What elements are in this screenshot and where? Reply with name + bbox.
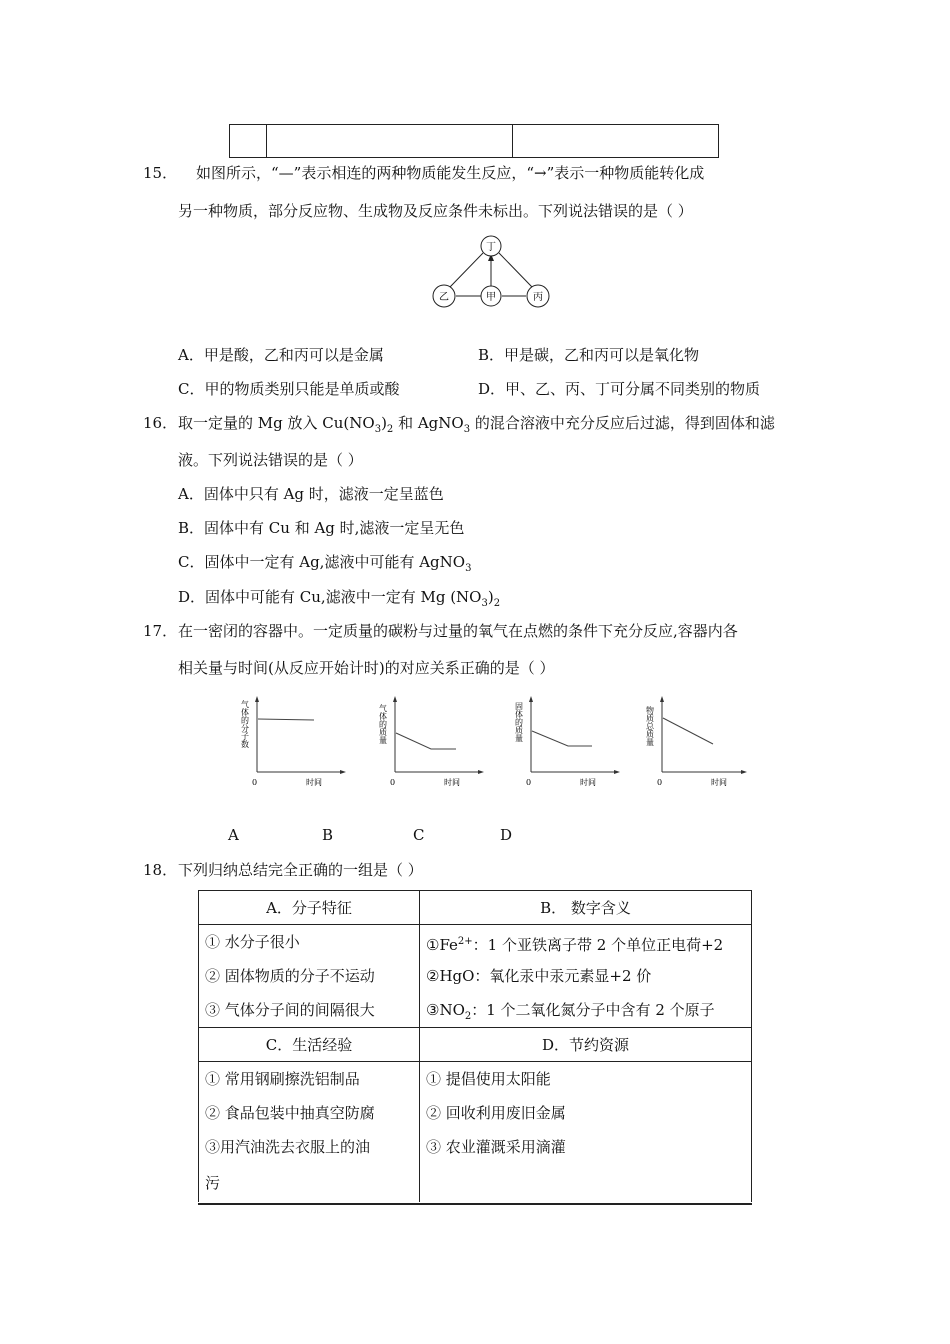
q15-line2: 另一种物质，部分反应物、生成物及反应条件未标出。下列说法错误的是（ ） [178, 202, 693, 220]
q16-line2: 液。下列说法错误的是（ ） [178, 451, 363, 469]
q17-line2: 相关量与时间(从反应开始计时)的对应关系正确的是（ ） [178, 659, 555, 677]
graph-d-xlabel: 时间 [711, 778, 727, 787]
b-item-3: $③NO_2$：1 个二氧化氮分子中含有 2 个原子 [426, 1001, 715, 1022]
q15-line1: 如图所示，“—”表示相连的两种物质能发生反应，“→”表示一种物质能转化成 [196, 164, 705, 182]
a-item-3: ③ 气体分子间的间隔很大 [205, 1001, 375, 1019]
graph-a-origin: 0 [252, 778, 258, 787]
graph-d-ylabel: 物质总质量 [645, 706, 655, 746]
cell-b-title: B． 数字含义 [420, 891, 752, 925]
q15-reaction-diagram [428, 232, 554, 312]
q17-letter-d: D [500, 826, 513, 844]
cell-a-title: A．分子特征 [199, 891, 420, 925]
q16-option-c: C．固体中一定有 Ag,滤液中可能有 AgNO$_3$ [178, 553, 472, 574]
q17-number: 17． [143, 622, 178, 640]
cell-c-title: C．生活经验 [199, 1028, 420, 1062]
c-item-1: ① 常用钢刷擦洗铝制品 [205, 1070, 360, 1088]
graph-c-origin: 0 [526, 778, 532, 787]
cell-d-title: D．节约资源 [420, 1028, 752, 1062]
cell-b-items [420, 925, 752, 1028]
q17-graph-a [238, 692, 348, 792]
node-yi: 乙 [439, 292, 449, 303]
table-bottom-border [198, 1203, 752, 1205]
q15-option-c: C．甲的物质类别只能是单质或酸 [178, 380, 400, 398]
q15-option-d: D．甲、乙、丙、丁可分属不同类别的物质 [478, 380, 761, 398]
q16-option-a: A．固体中只有 Ag 时，滤液一定呈蓝色 [178, 485, 444, 503]
graph-b-ylabel: 气体的质量 [378, 704, 388, 744]
b-item-1: $①Fe^{2+}$：1 个亚铁离子带 2 个单位正电荷+2 [426, 936, 724, 954]
q15-option-a: A．甲是酸，乙和丙可以是金属 [178, 346, 384, 364]
node-bing: 丙 [533, 292, 543, 303]
c-item-3-cont: 污 [205, 1174, 221, 1192]
c-item-3: ③用汽油洗去衣服上的油 [205, 1138, 371, 1156]
graph-b-origin: 0 [390, 778, 396, 787]
d-item-3: ③ 农业灌溉采用滴灌 [426, 1138, 566, 1156]
graph-a-xlabel: 时间 [306, 778, 322, 787]
b-item-2: ②HgO：氧化汞中汞元素显+2 价 [426, 967, 652, 985]
graph-d-curve [663, 718, 713, 744]
graph-a-curve [258, 719, 314, 720]
table-divider [512, 125, 513, 157]
q15-option-b: B．甲是碳，乙和丙可以是氧化物 [478, 346, 700, 364]
cell-d-items [420, 1062, 752, 1203]
q18-number: 18． [143, 861, 178, 879]
d-item-2: ② 回收利用废旧金属 [426, 1104, 566, 1122]
cell-c-items [199, 1062, 420, 1203]
q15-number: 15． [143, 164, 178, 182]
q17-graph-c [512, 692, 622, 792]
q16-line1: 取一定量的 Mg 放入 $Cu(NO_3)_2$ 和 AgNO$_3$ 的混合溶液中充分反应后过滤，得到固体和滤 [178, 414, 775, 435]
q17-letter-c: C [413, 826, 425, 844]
graph-a-ylabel: 气体的分子数 [240, 700, 250, 748]
q17-line1: 在一密闭的容器中。一定质量的碳粉与过量的氧气在点燃的条件下充分反应,容器内各 [178, 622, 738, 640]
graph-c-xlabel: 时间 [580, 778, 596, 787]
q17-letter-b: B [322, 826, 334, 844]
d-item-1: ① 提倡使用太阳能 [426, 1070, 551, 1088]
q16-option-d: D．固体中可能有 Cu,滤液中一定有 Mg $(NO_3)_2$ [178, 588, 501, 609]
graph-b-curve [396, 733, 456, 749]
q18-summary-table [198, 890, 752, 1202]
graph-d-origin: 0 [657, 778, 663, 787]
q16-option-b: B．固体中有 Cu 和 Ag 时,滤液一定呈无色 [178, 519, 465, 537]
a-item-2: ② 固体物质的分子不运动 [205, 967, 375, 985]
cell-a-items [199, 925, 420, 1028]
a-item-1: ① 水分子很小 [205, 933, 300, 951]
q17-graph-d [643, 692, 753, 792]
node-ding: 丁 [486, 242, 496, 253]
previous-table-fragment [229, 124, 719, 158]
node-jia: 甲 [486, 292, 496, 303]
c-item-2: ② 食品包装中抽真空防腐 [205, 1104, 375, 1122]
graph-c-ylabel: 固体的质量 [514, 702, 524, 742]
graph-c-curve [532, 731, 592, 746]
graph-b-xlabel: 时间 [444, 778, 460, 787]
q17-graph-b [376, 692, 486, 792]
q17-letter-a: A [228, 826, 239, 844]
q18-stem: 下列归纳总结完全正确的一组是（ ） [178, 861, 423, 879]
q16-number: 16． [143, 414, 178, 432]
table-divider [266, 125, 267, 157]
